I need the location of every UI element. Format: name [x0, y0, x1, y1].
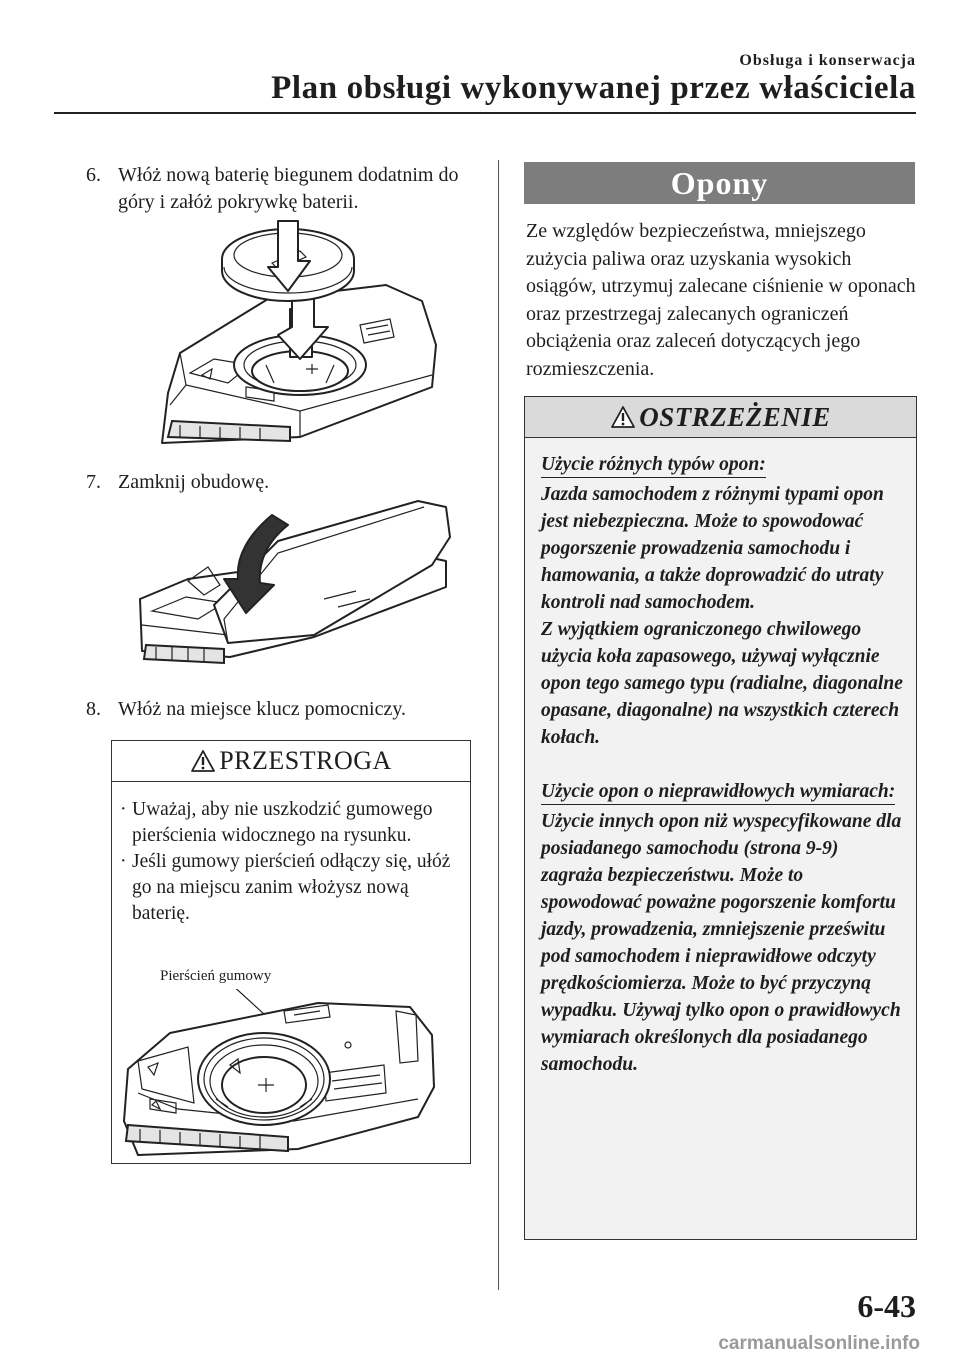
step-text: Zamknij obudowę. [118, 471, 270, 493]
page-number: 6-43 [857, 1288, 916, 1324]
list-item [120, 797, 460, 849]
caution-box [111, 740, 471, 1164]
warning-box [524, 396, 917, 1240]
case-closing-illustration [128, 495, 453, 680]
caution-list [120, 797, 460, 927]
caution-header [112, 741, 470, 782]
warning-header [525, 397, 916, 438]
figure-label: Pierścień gumowy [160, 968, 272, 984]
step-text: Włóż na miejsce klucz pomocniczy. [118, 698, 407, 720]
step-6 [86, 162, 476, 216]
warning-title: OSTRZEŻENIE [639, 401, 831, 432]
battery-insertion-illustration [150, 215, 440, 455]
running-header-section: Obsługa i konserwacja [739, 52, 916, 69]
warning-section [541, 778, 905, 1078]
step-number: 6. [86, 164, 101, 186]
warning-section [541, 451, 905, 751]
caution-title: PRZESTROGA [219, 746, 392, 775]
warning-triangle-icon [610, 405, 636, 429]
list-item-text: Uważaj, aby nie uszkodzić gumowego pierścienia widocznego na rysunku. [132, 799, 433, 846]
warning-paragraph: Z wyjątkiem ograniczonego chwilowego użycia koła zapasowego, używaj wyłącznie opon tego samego typu (radialne, diagonalne opasane, diagonalne) na wszystkich czterech kołach. [541, 619, 903, 748]
section-heading: Opony [670, 164, 769, 201]
list-item [120, 849, 460, 927]
tires-intro-paragraph: Ze względów bezpieczeństwa, mniejszego zużycia paliwa oraz uzyskania wysokich osiągów, utrzymuj zalecane ciśnienie w oponach oraz przestrzegaj zalecanych ograniczeń obciążenia oraz zaleceń dotyczących jego rozmieszczenia. [526, 220, 916, 380]
warning-triangle-icon [190, 749, 216, 773]
step-text: Włóż nową baterię biegunem dodatnim do góry i załóż pokrywkę baterii. [118, 164, 459, 213]
bullet: · [120, 799, 127, 820]
paragraph-gap [541, 751, 905, 778]
bullet: · [120, 851, 127, 872]
warning-paragraph: Jazda samochodem z różnymi typami opon jest niebezpieczna. Może to spowodować pogorszenie prowadzenia samochodu i hamowania, a także doprowadzić do utraty kontroli nad samochodem. [541, 484, 884, 613]
watermark: carmanualsonline.info [718, 1333, 920, 1354]
header-rule [54, 112, 916, 114]
warning-body [541, 451, 905, 1078]
running-header-title: Plan obsługi wykonywanej przez właściciela [271, 70, 916, 106]
warning-subtitle: Użycie opon o nieprawidłowych wymiarach: [541, 780, 895, 805]
section-heading-band [524, 162, 915, 204]
warning-subtitle: Użycie różnych typów opon: [541, 453, 766, 478]
list-item-text: Jeśli gumowy pierścień odłączy się, ułóż go na miejscu zanim włożysz nową baterię. [132, 851, 451, 924]
rubber-ring-illustration [118, 989, 448, 1159]
step-number: 8. [86, 698, 101, 720]
column-divider [498, 160, 499, 1290]
step-7 [86, 469, 476, 496]
step-8 [86, 696, 476, 723]
step-number: 7. [86, 471, 101, 493]
warning-paragraph: Użycie innych opon niż wyspecyfikowane dla posiadanego samochodu (strona 9-9) zagraża bezpieczeństwu. Może to spowodować poważne pogorszenie komfortu jazdy, prowadzenia, zmniejszenie prześwitu pod samochodem i nieprawidłowe odczyty prędkościomierza. Może to być przyczyną wypadku. Używaj tylko opon o prawidłowych wymiarach określonych dla posiadanego samochodu. [541, 811, 902, 1075]
